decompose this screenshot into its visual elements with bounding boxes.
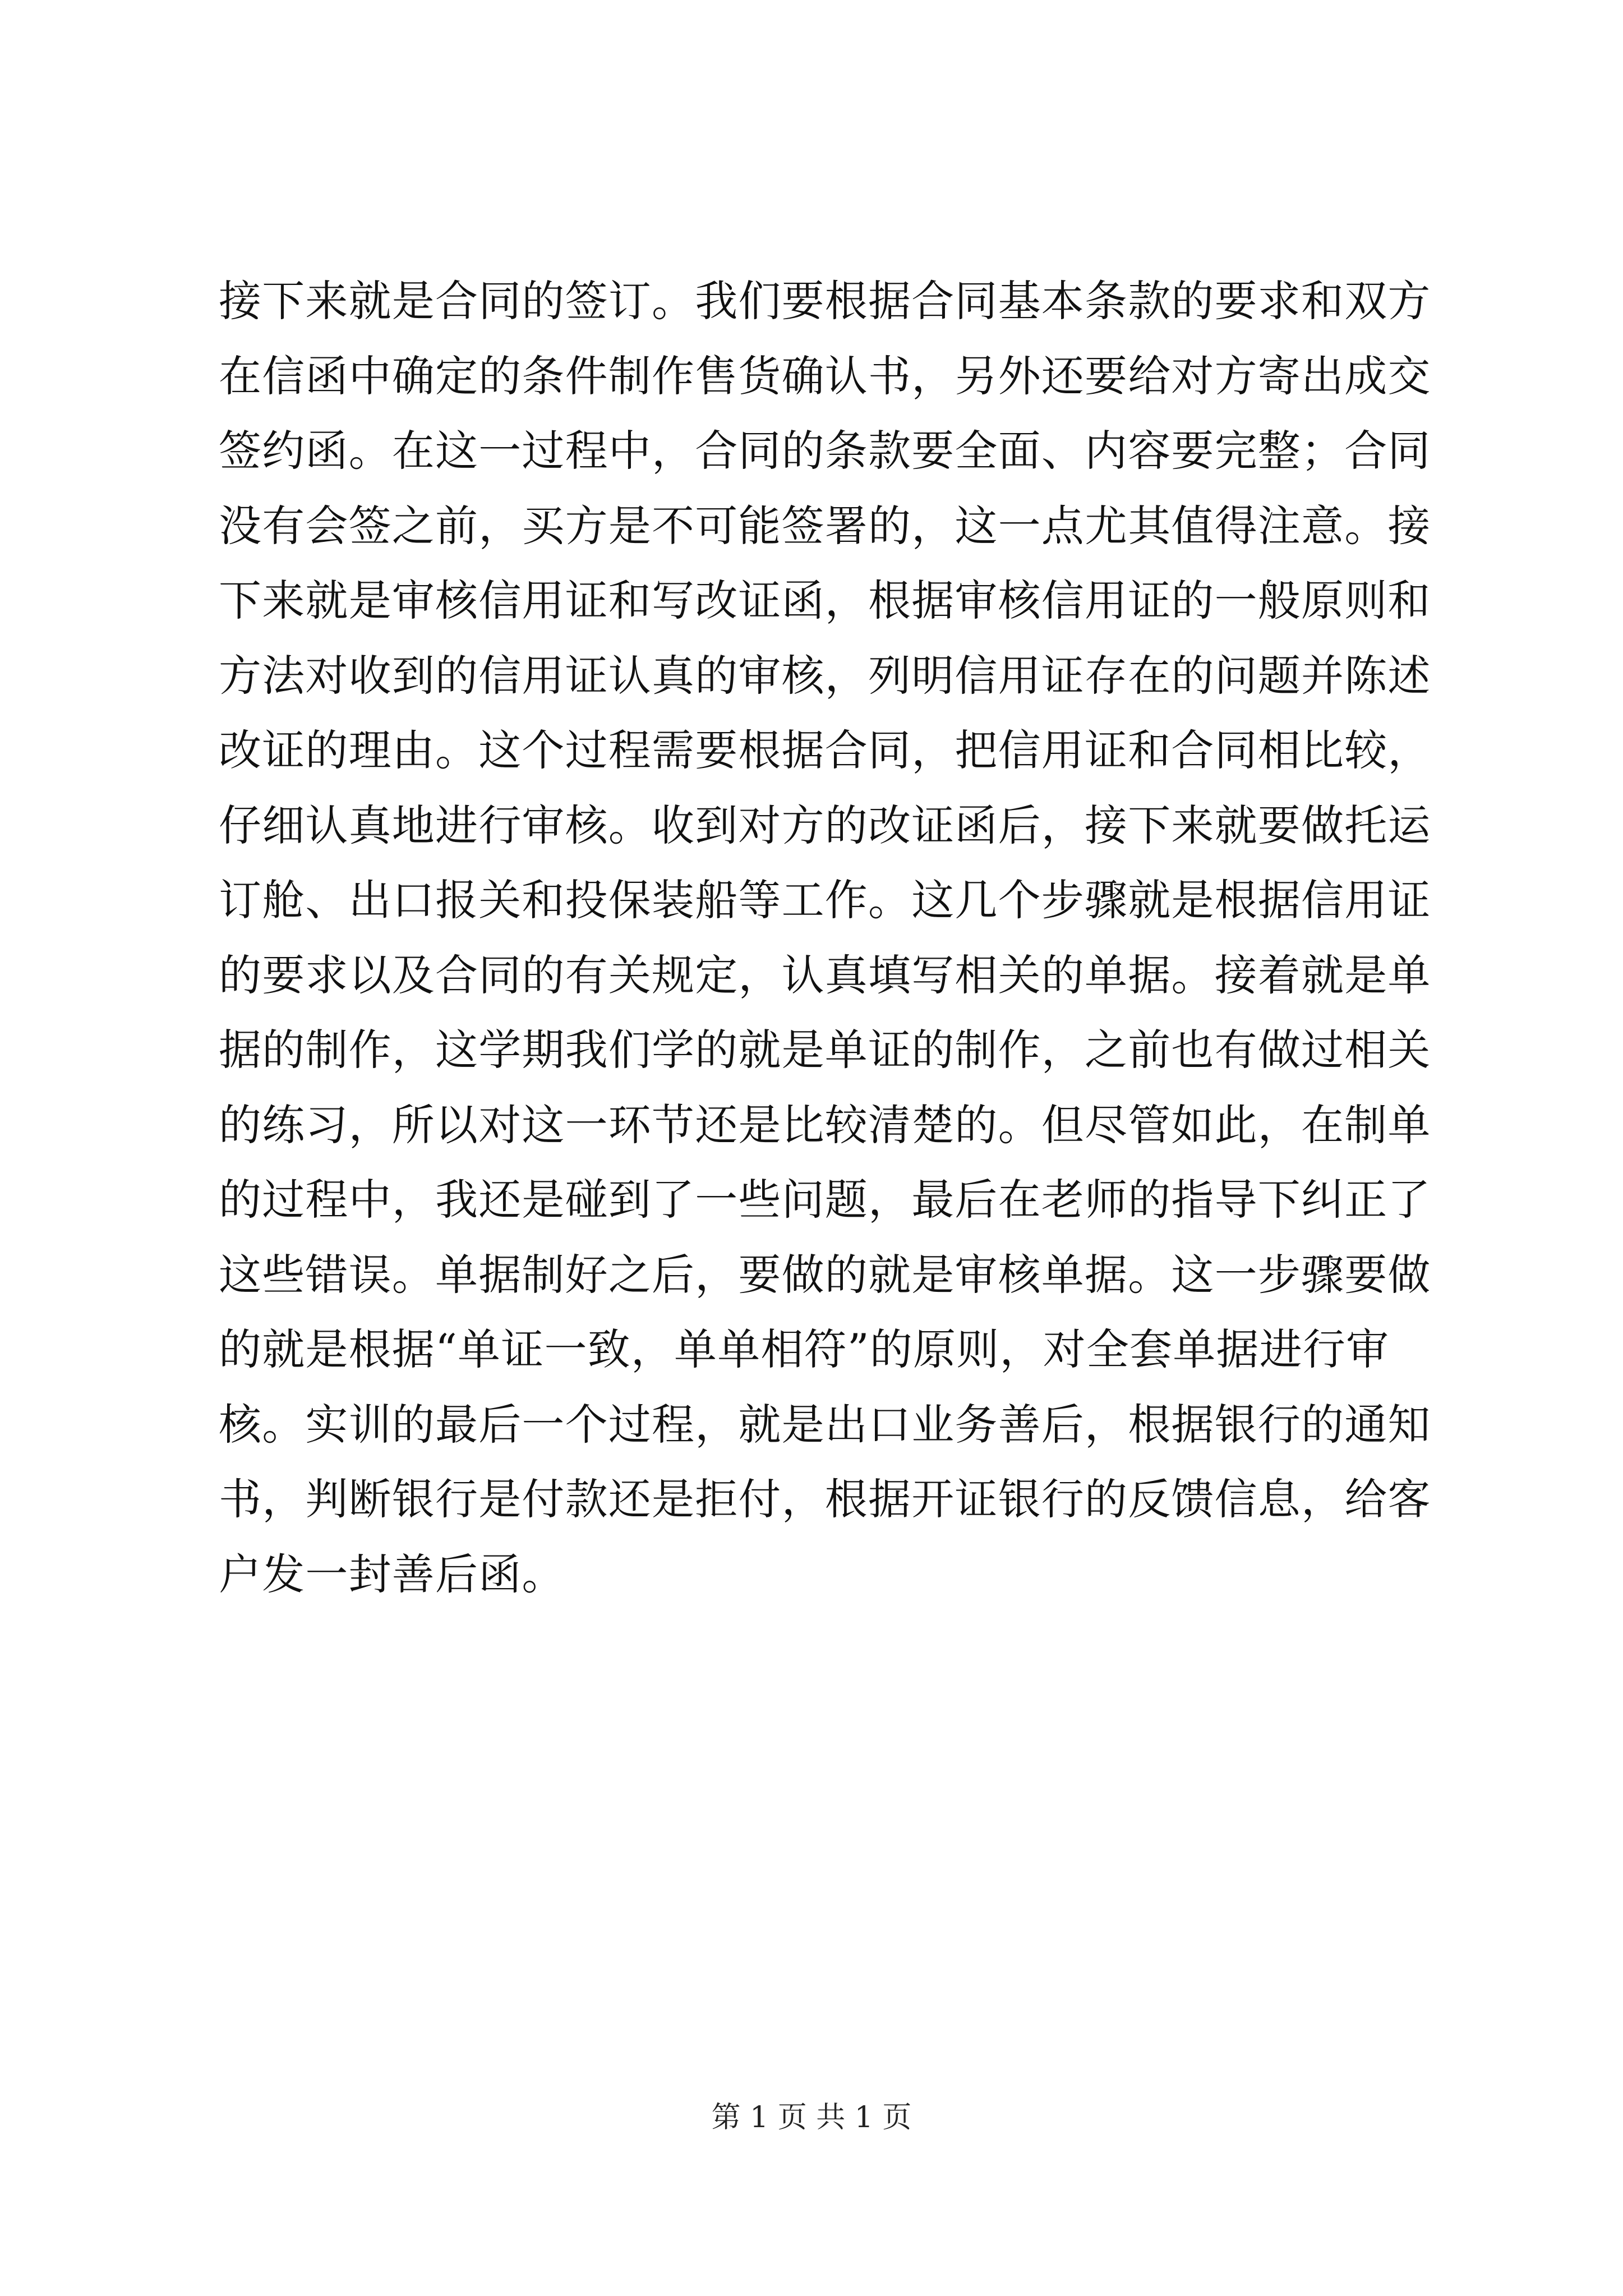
body-paragraph: [219, 264, 1431, 1612]
text-line: 据的制作，这学期我们学的就是单证的制作，之前也有做过相关: [219, 1025, 1431, 1075]
text-line: 方法对收到的信用证认真的审核，列明信用证存在的问题并陈述: [219, 650, 1431, 701]
text-line: 核。实训的最后一个过程，就是出口业务善后，根据银行的通知: [219, 1399, 1431, 1450]
page-number: 第 1 页 共 1 页: [711, 2101, 912, 2134]
text-line: 订舱、出口报关和投保装船等工作。这几个步骤就是根据信用证: [219, 875, 1431, 925]
text-line: 仔细认真地进行审核。收到对方的改证函后，接下来就要做托运: [219, 800, 1431, 850]
text-line: 这些错误。单据制好之后，要做的就是审核单据。这一步骤要做: [219, 1249, 1431, 1300]
text-line: 的过程中，我还是碰到了一些问题，最后在老师的指导下纠正了: [219, 1175, 1431, 1225]
text-line: 户发一封善后函。: [219, 1549, 565, 1599]
text-line: 签约函。在这一过程中，合同的条款要全面、内容要完整；合同: [219, 426, 1431, 476]
text-line: 没有会签之前，买方是不可能签署的，这一点尤其值得注意。接: [219, 500, 1431, 551]
page-footer: [0, 2098, 1623, 2137]
text-line: 书，判断银行是付款还是拒付，根据开证银行的反馈信息，给客: [219, 1474, 1431, 1524]
text-line: 接下来就是合同的签订。我们要根据合同基本条款的要求和双方: [219, 276, 1431, 326]
text-line: 在信函中确定的条件制作售货确认书，另外还要给对方寄出成交: [219, 351, 1431, 401]
text-line: 的练习，所以对这一环节还是比较清楚的。但尽管如此，在制单: [219, 1099, 1431, 1150]
text-line: 下来就是审核信用证和写改证函，根据审核信用证的一般原则和: [219, 576, 1431, 625]
text-line: 的要求以及合同的有关规定，认真填写相关的单据。接着就是单: [219, 950, 1431, 1000]
text-line: 的就是根据“单证一致，单单相符”的原则，对全套单据进行审: [219, 1324, 1390, 1374]
text-line: 改证的理由。这个过程需要根据合同，把信用证和合同相比较，: [219, 725, 1431, 775]
